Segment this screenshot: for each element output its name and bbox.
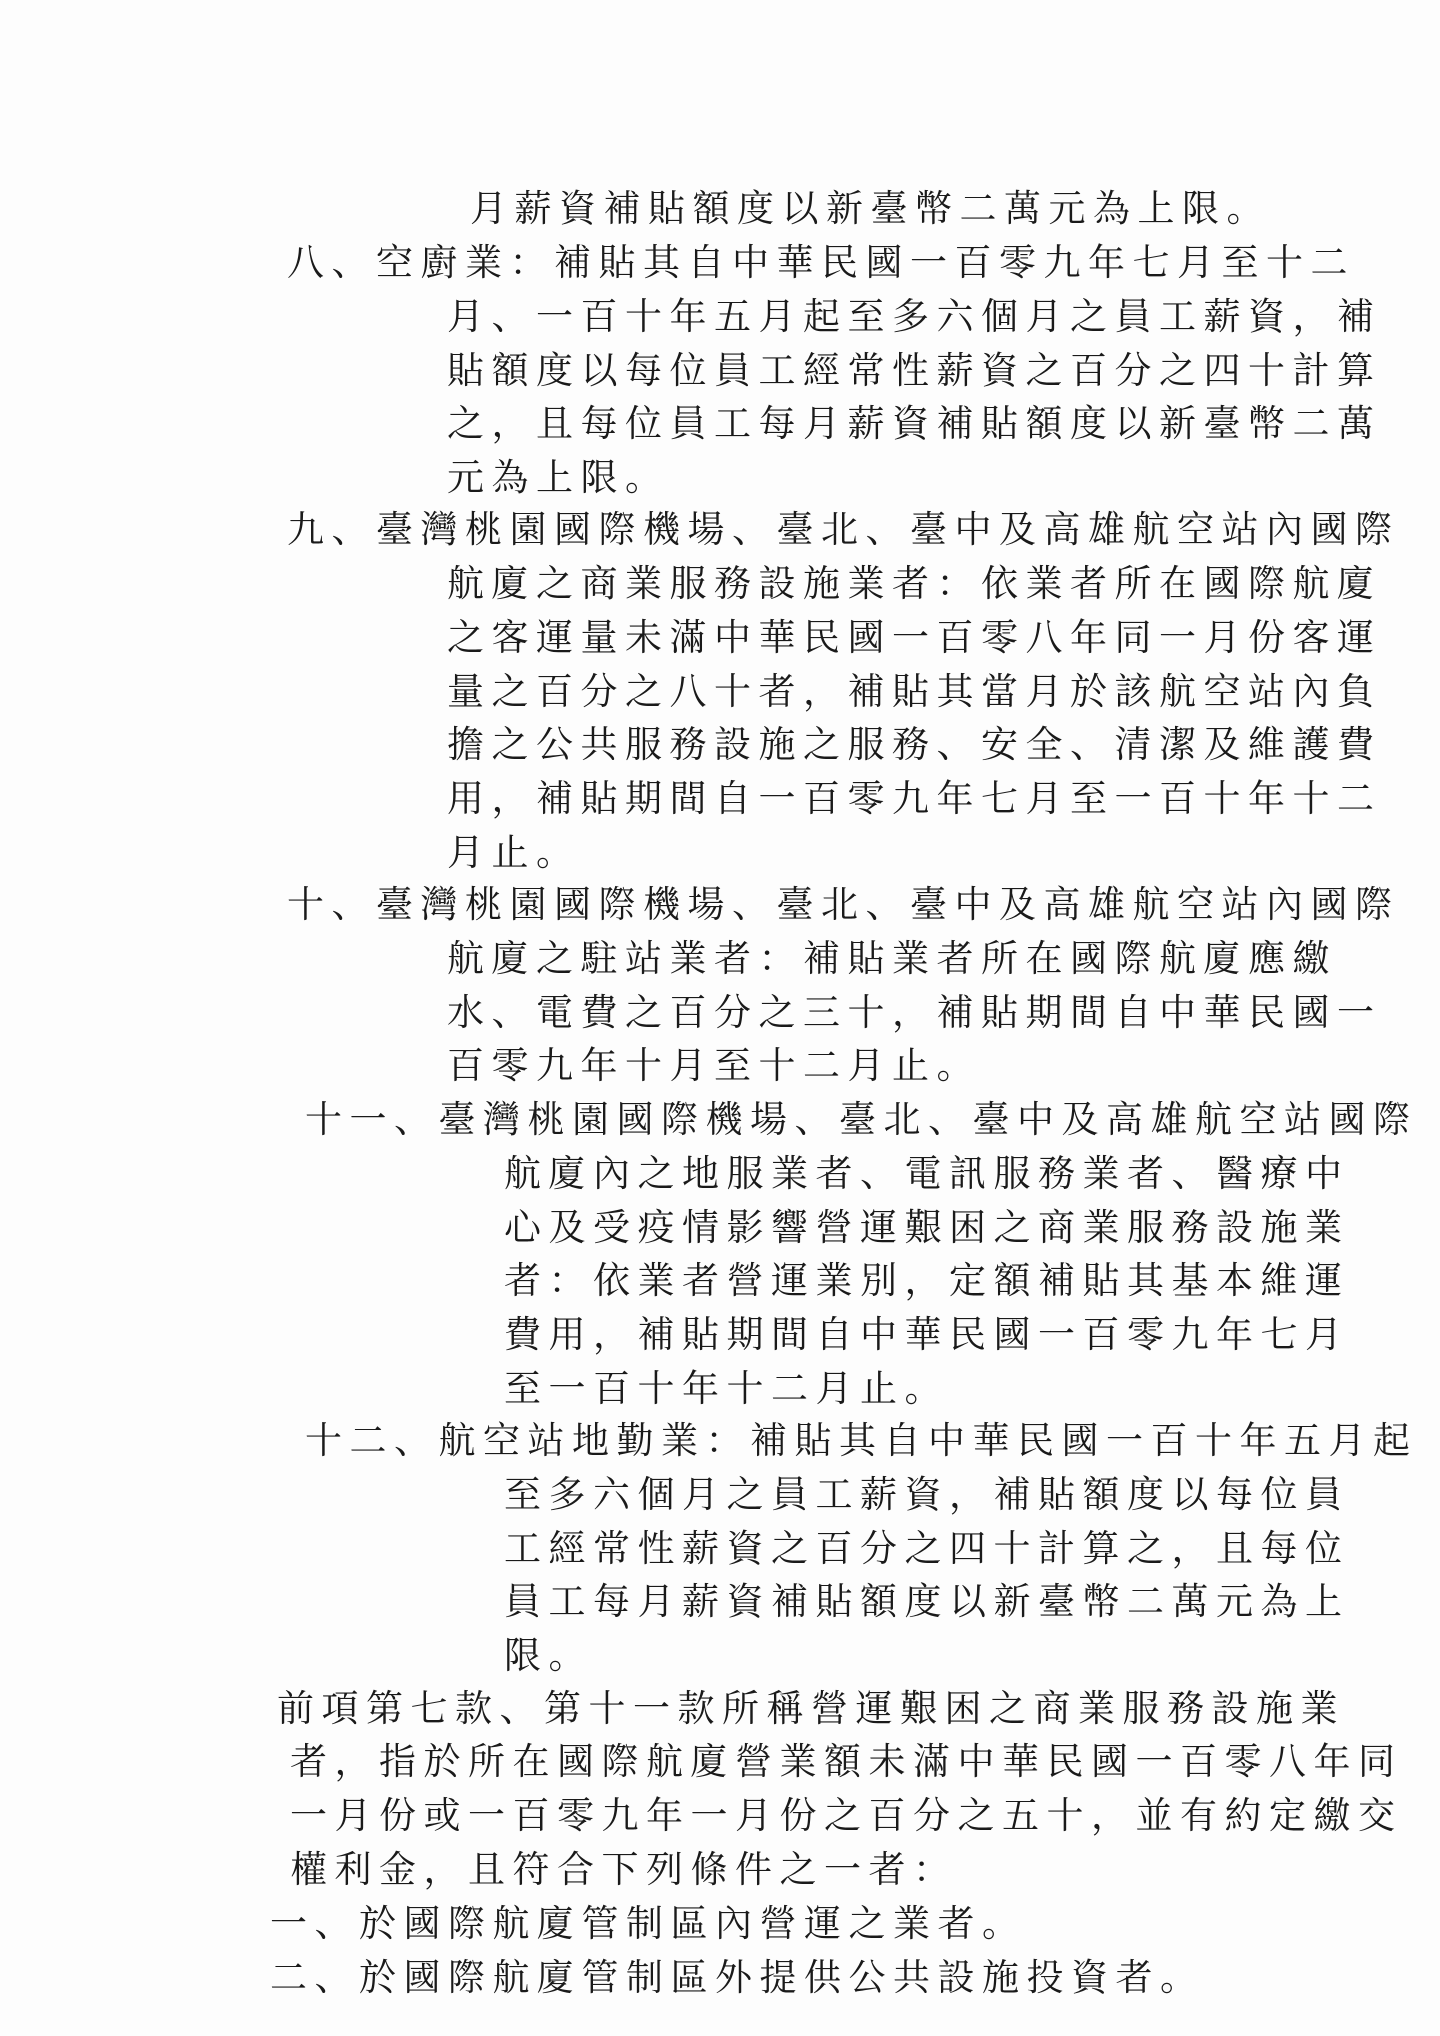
text-line: 水、電費之百分之三十，補貼期間自中華民國一 bbox=[447, 991, 1382, 1034]
text-line: 前項第七款、第十一款所稱營運艱困之商業服務設施業 bbox=[277, 1687, 1345, 1730]
text-line: 者：依業者營運業別，定額補貼其基本維運 bbox=[504, 1259, 1350, 1302]
text-line: 一月份或一百零九年一月份之百分之五十，並有約定繳交 bbox=[290, 1794, 1403, 1837]
text-line: 貼額度以每位員工經常性薪資之百分之四十計算 bbox=[447, 349, 1382, 392]
text-line: 者，指於所在國際航廈營業額未滿中華民國一百零八年同 bbox=[290, 1740, 1403, 1783]
text-line: 量之百分之八十者，補貼其當月於該航空站內負 bbox=[447, 670, 1382, 713]
text-line: 航廈內之地服業者、電訊服務業者、醫療中 bbox=[504, 1152, 1350, 1195]
text-line: 工經常性薪資之百分之四十計算之，且每位 bbox=[504, 1527, 1350, 1570]
text-line: 員工每月薪資補貼額度以新臺幣二萬元為上 bbox=[504, 1580, 1350, 1623]
text-line: 十一、臺灣桃園國際機場、臺北、臺中及高雄航空站國際 bbox=[305, 1098, 1418, 1141]
text-line: 權利金，且符合下列條件之一者： bbox=[290, 1848, 958, 1891]
text-line: 月薪資補貼額度以新臺幣二萬元為上限。 bbox=[470, 187, 1271, 230]
text-line: 至多六個月之員工薪資，補貼額度以每位員 bbox=[504, 1473, 1350, 1516]
text-line: 至一百十年十二月止。 bbox=[504, 1367, 949, 1410]
text-line: 九、臺灣桃園國際機場、臺北、臺中及高雄航空站內國際 bbox=[287, 508, 1400, 551]
text-line: 十二、航空站地勤業：補貼其自中華民國一百十年五月起 bbox=[305, 1419, 1418, 1462]
text-line: 百零九年十月至十二月止。 bbox=[447, 1044, 981, 1087]
text-line: 一、於國際航廈管制區內營運之業者。 bbox=[270, 1902, 1027, 1945]
text-line: 航廈之商業服務設施業者：依業者所在國際航廈 bbox=[447, 562, 1382, 605]
text-line: 二、於國際航廈管制區外提供公共設施投資者。 bbox=[270, 1956, 1205, 1999]
text-line: 月、一百十年五月起至多六個月之員工薪資，補 bbox=[447, 295, 1382, 338]
text-line: 限。 bbox=[504, 1634, 593, 1677]
text-line: 十、臺灣桃園國際機場、臺北、臺中及高雄航空站內國際 bbox=[287, 883, 1400, 926]
text-line: 之，且每位員工每月薪資補貼額度以新臺幣二萬 bbox=[447, 402, 1382, 445]
text-line: 月止。 bbox=[447, 831, 581, 874]
text-line: 用，補貼期間自一百零九年七月至一百十年十二 bbox=[447, 777, 1382, 820]
text-line: 之客運量未滿中華民國一百零八年同一月份客運 bbox=[447, 616, 1382, 659]
text-line: 八、空廚業：補貼其自中華民國一百零九年七月至十二 bbox=[287, 241, 1355, 284]
text-line: 擔之公共服務設施之服務、安全、清潔及維護費 bbox=[447, 723, 1382, 766]
text-line: 元為上限。 bbox=[447, 456, 670, 499]
text-line: 心及受疫情影響營運艱困之商業服務設施業 bbox=[504, 1206, 1350, 1249]
text-line: 航廈之駐站業者：補貼業者所在國際航廈應繳 bbox=[447, 937, 1337, 980]
text-line: 費用，補貼期間自中華民國一百零九年七月 bbox=[504, 1313, 1350, 1356]
